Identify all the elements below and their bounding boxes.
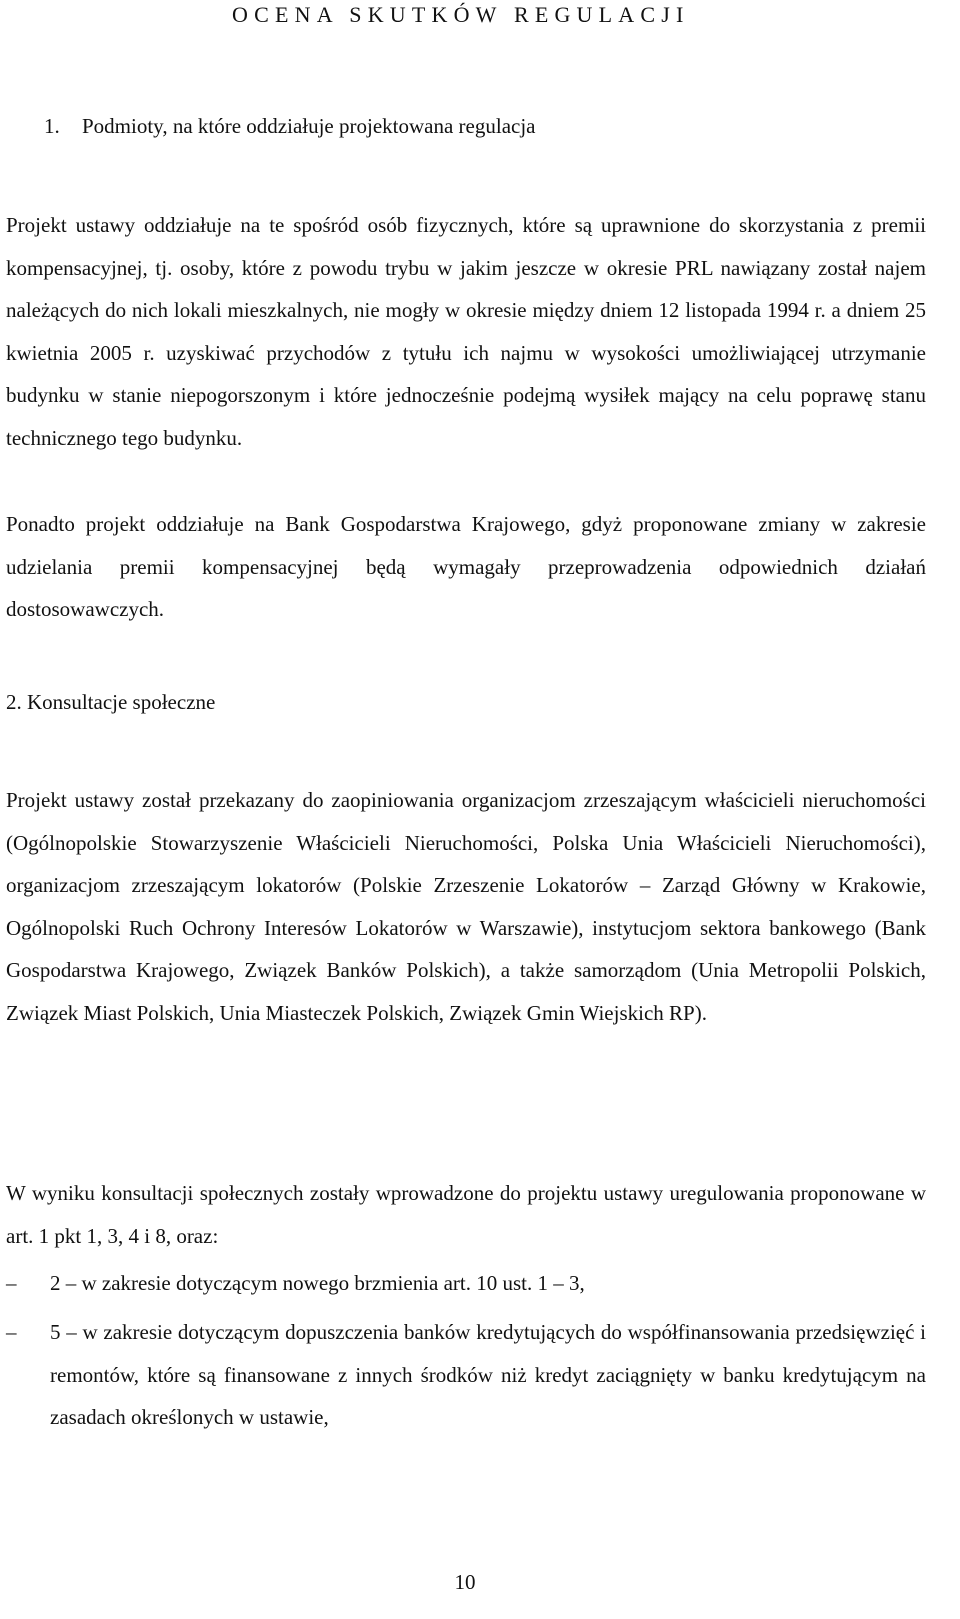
document-title: OCENA SKUTKÓW REGULACJI: [232, 2, 690, 27]
section-2-paragraph-2: W wyniku konsultacji społecznych zostały wprowadzone do projektu ustawy uregulowania proponowane w art. 1 pkt 1, 3, 4 i 8, oraz:: [6, 1181, 926, 1248]
list-item: [6, 1311, 926, 1439]
list-item: [6, 1262, 926, 1305]
list-item-text: 2 – w zakresie dotyczącym nowego brzmienia art. 10 ust. 1 – 3,: [50, 1271, 585, 1295]
list-item-text: 5 – w zakresie dotyczącym dopuszczenia banków kredytujących do współfinansowania przedsięwzięć i remontów, które są finansowane z innych środków niż kredyt zaciągnięty w banku kredytującym na zasadach określonych w ustawie,: [50, 1320, 926, 1429]
page-number: 10: [454, 1570, 476, 1594]
section-1-paragraph-1: Projekt ustawy oddziałuje na te spośród osób fizycznych, które są uprawnione do skorzystania z premii kompensacyjnej, tj. osoby, które z powodu trybu w jakim jeszcze w okresie PRL nawiązany został najem należących do nich lokali mieszkalnych, nie mogły w okresie między dniem 12 listopada 1994 r. a dniem 25 kwietnia 2005 r. uzyskiwać przychodów z tytułu ich najmu w wysokości umożliwiającej utrzymanie budynku w stanie niepogorszonym i które jednocześnie podejmą wysiłek mający na celu poprawę stanu technicznego tego budynku.: [6, 213, 926, 450]
section-1-paragraph-2: Ponadto projekt oddziałuje na Bank Gospodarstwa Krajowego, gdyż proponowane zmiany w zakresie udzielania premii kompensacyjnej będą wymagały przeprowadzenia odpowiednich działań dostosowawczych.: [6, 512, 926, 621]
section-1-number: 1.: [44, 114, 60, 138]
section-2-heading: 2. Konsultacje społeczne: [6, 690, 216, 714]
section-1-heading: [44, 114, 536, 139]
dash-bullet: –: [6, 1271, 17, 1295]
dash-bullet: –: [6, 1320, 17, 1344]
section-2-paragraph-1: Projekt ustawy został przekazany do zaopiniowania organizacjom zrzeszającym właścicieli nieruchomości (Ogólnopolskie Stowarzyszenie Właścicieli Nieruchomości, Polska Unia Właścicieli Nieruchomości), organizacjom zrzeszającym lokatorów (Polskie Zrzeszenie Lokatorów – Zarząd Główny w Krakowie, Ogólnopolski Ruch Ochrony Interesów Lokatorów w Warszawie), instytucjom sektora bankowego (Bank Gospodarstwa Krajowego, Związek Banków Polskich), a także samorządom (Unia Metropolii Polskich, Związek Miast Polskich, Unia Miasteczek Polskich, Związek Gmin Wiejskich RP).: [6, 788, 926, 1025]
section-1-heading-text: Podmioty, na które oddziałuje projektowana regulacja: [82, 114, 536, 138]
